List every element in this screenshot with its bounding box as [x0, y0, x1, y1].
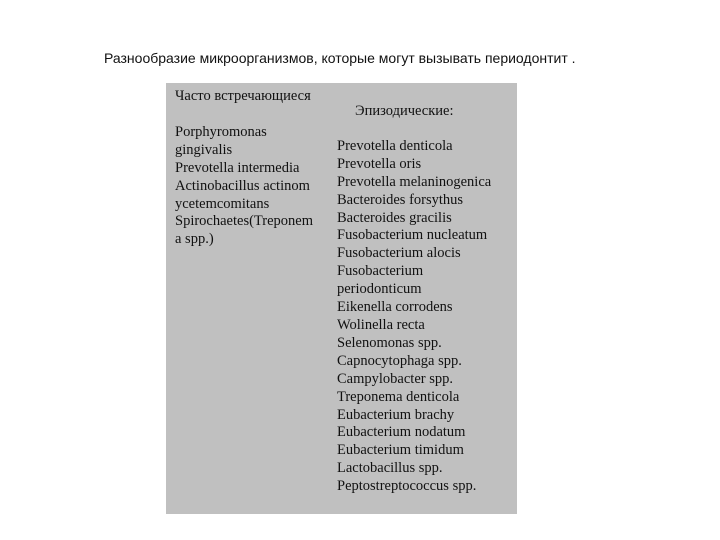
list-item: Capnocytophaga spp.: [337, 352, 462, 369]
list-item: Bacteroides gracilis: [337, 209, 452, 226]
list-item: Prevotella melaninogenica: [337, 173, 492, 190]
list-item: Actinobacillus actinomycetemcomitans: [175, 177, 310, 212]
list-item: Lactobacillus spp.: [337, 460, 443, 477]
list-item: Porphyromonas gingivalis: [175, 123, 267, 158]
list-item: Fusobacterium periodonticum: [337, 263, 424, 298]
list-item: Fusobacterium nucleatum: [337, 227, 488, 244]
slide-title: Разнообразие микроорганизмов, которые могут вызывать периодонтит .: [104, 50, 576, 66]
list-item: Wolinella recta: [337, 316, 425, 333]
list-item: Prevotella intermedia: [175, 159, 300, 176]
list-item: Fusobacterium alocis: [337, 245, 461, 262]
list-item: Spirochaetes(Treponema spp.): [175, 213, 313, 248]
list-item: Eubacterium timidum: [337, 442, 464, 459]
microorganism-table: [166, 83, 517, 514]
frequent-column: [175, 88, 320, 249]
episodic-header: Эпизодические:: [355, 103, 454, 119]
list-item: Selenomonas spp.: [337, 334, 442, 351]
list-item: Campylobacter spp.: [337, 370, 453, 387]
list-item: Prevotella denticola: [337, 137, 453, 154]
list-item: Eubacterium nodatum: [337, 424, 466, 441]
frequent-header: Часто встречающиеся: [175, 88, 311, 104]
list-item: Eikenella corrodens: [337, 299, 453, 316]
list-item: Prevotella oris: [337, 155, 422, 172]
episodic-column: [337, 103, 517, 496]
list-item: Bacteroides forsythus: [337, 191, 464, 208]
list-item: Peptostreptococcus spp.: [337, 478, 477, 495]
list-item: Eubacterium brachy: [337, 406, 455, 423]
list-item: Treponema denticola: [337, 388, 460, 405]
